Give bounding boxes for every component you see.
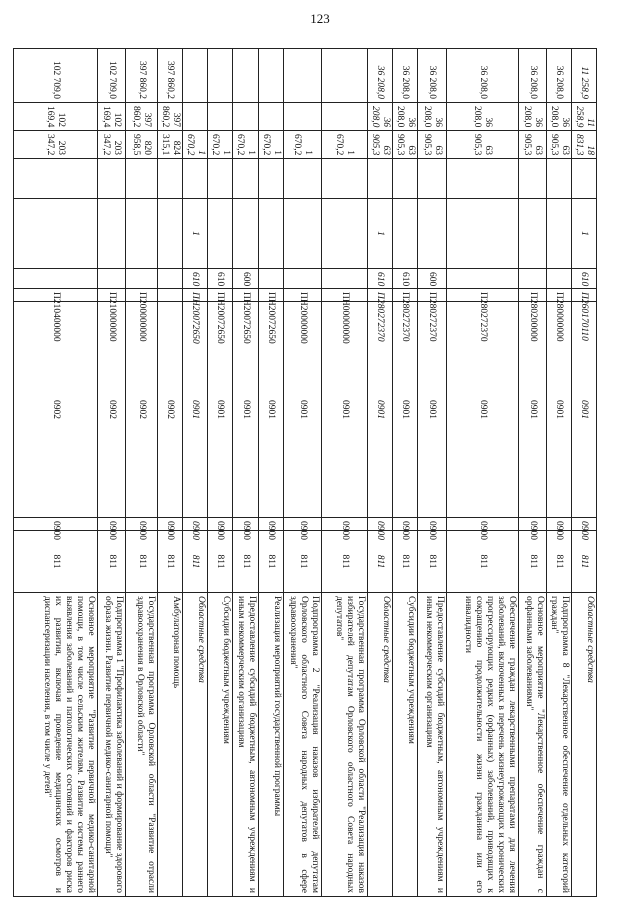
col-section-cell: 0900 bbox=[126, 518, 158, 531]
col-2022-cell bbox=[284, 103, 322, 131]
rotated-table-container bbox=[42, 48, 597, 896]
col-2023-cell: 36 208,0 bbox=[393, 49, 418, 103]
col-gr-cell: 811 bbox=[547, 531, 572, 593]
table-row bbox=[126, 49, 158, 897]
col-name-cell: Подпрограмма 1 "Профилактика заболеваний и формирование здорового образа жизни. Развитие первичной медико-санитарной помощи" bbox=[98, 593, 126, 897]
col-gr-cell: 811 bbox=[14, 531, 98, 593]
col-2021-cell: 1 670,2 bbox=[183, 131, 208, 159]
col-source-cell bbox=[393, 199, 418, 269]
table-row bbox=[572, 49, 597, 897]
col-2021-cell: 1 670,2 bbox=[259, 131, 284, 159]
col-csr-cell bbox=[158, 289, 183, 302]
col-name-cell: Подпрограмма 8 "Лекарственное обеспечение отдельных категорий граждан" bbox=[547, 593, 572, 897]
col-2021-cell: 18 831,3 bbox=[572, 131, 597, 159]
col-2022-cell: 36 208,0 bbox=[519, 103, 547, 131]
col-gr-cell: 811 bbox=[447, 531, 519, 593]
col-subsection-cell: 0901 bbox=[259, 302, 284, 518]
col-vr-cell bbox=[547, 269, 572, 289]
col-section-cell: 0900 bbox=[547, 518, 572, 531]
col-2021-cell: 824 315,1 bbox=[158, 131, 183, 159]
col-2023-cell: 36 208,0 bbox=[418, 49, 447, 103]
col-source-cell bbox=[233, 199, 259, 269]
col-name-cell: Областные средства bbox=[572, 593, 597, 897]
col-vr-cell bbox=[259, 269, 284, 289]
col-name-cell: Реализация мероприятий государственной программы bbox=[259, 593, 284, 897]
col-source-cell bbox=[284, 199, 322, 269]
col-csr-cell: ПН20072650 bbox=[208, 289, 233, 302]
col-section-cell: 0900 bbox=[519, 518, 547, 531]
col-section-cell: 0900 bbox=[233, 518, 259, 531]
col-2022-cell: 36 208,0 bbox=[547, 103, 572, 131]
col-csr-cell: ПН00000000 bbox=[322, 289, 368, 302]
col-2023-cell bbox=[208, 49, 233, 103]
col-csr-cell: П280272370 bbox=[368, 289, 393, 302]
col-gr-cell: 811 bbox=[98, 531, 126, 593]
cell-spacer bbox=[183, 159, 208, 199]
col-gr-cell: 811 bbox=[183, 531, 208, 593]
col-2021-cell: 63 905,3 bbox=[519, 131, 547, 159]
col-subsection-cell: 0901 bbox=[322, 302, 368, 518]
col-2023-cell: 36 208,0 bbox=[447, 49, 519, 103]
col-gr-cell: 811 bbox=[572, 531, 597, 593]
col-source-cell bbox=[322, 199, 368, 269]
cell-spacer bbox=[98, 159, 126, 199]
col-2022-cell: 102 169,4 bbox=[98, 103, 126, 131]
col-2021-cell: 820 958,5 bbox=[126, 131, 158, 159]
col-2023-cell bbox=[259, 49, 284, 103]
col-name-cell: Субсидии бюджетным учреждениям bbox=[208, 593, 233, 897]
col-gr-cell: 811 bbox=[158, 531, 183, 593]
col-2022-cell: 11 258,9 bbox=[572, 103, 597, 131]
col-subsection-cell: 0901 bbox=[572, 302, 597, 518]
table-row bbox=[519, 49, 547, 897]
col-2023-cell: 36 208,0 bbox=[519, 49, 547, 103]
table-row bbox=[322, 49, 368, 897]
col-source-cell bbox=[547, 199, 572, 269]
col-name-cell: Основное мероприятие "Развитие первичной медико-санитарной помощи, в том числе сельским жителям. Развитие системы раннего выявления заболеваний и патологических состояний и факторов риска их развития, включая проведение медицинских осмотров и диспансеризации населения, в том числе у детей" bbox=[14, 593, 98, 897]
cell-spacer bbox=[368, 159, 393, 199]
col-name-cell: Государственная программа Орловской области "Развитие отрасли здравоохранения в Орловской области" bbox=[126, 593, 158, 897]
col-gr-cell: 811 bbox=[233, 531, 259, 593]
table-row bbox=[393, 49, 418, 897]
col-csr-cell: П200000000 bbox=[126, 289, 158, 302]
col-name-cell: Государственная программа Орловской области "Реализация наказов избирателей депутатам Орловского областного Совета народных депутатов" bbox=[322, 593, 368, 897]
col-vr-cell bbox=[126, 269, 158, 289]
table-row bbox=[259, 49, 284, 897]
col-csr-cell: П280272370 bbox=[447, 289, 519, 302]
col-section-cell: 0900 bbox=[322, 518, 368, 531]
col-subsection-cell: 0901 bbox=[183, 302, 208, 518]
col-2022-cell: 36 208,0 bbox=[368, 103, 393, 131]
col-name-cell: Областные средства bbox=[368, 593, 393, 897]
col-2023-cell bbox=[284, 49, 322, 103]
col-csr-cell: П210400000 bbox=[14, 289, 98, 302]
col-vr-cell: 610 bbox=[572, 269, 597, 289]
cell-spacer bbox=[519, 159, 547, 199]
col-subsection-cell: 0901 bbox=[368, 302, 393, 518]
col-2023-cell: 397 860,2 bbox=[126, 49, 158, 103]
col-subsection-cell: 0901 bbox=[519, 302, 547, 518]
col-subsection-cell: 0902 bbox=[126, 302, 158, 518]
col-csr-cell: П210000000 bbox=[98, 289, 126, 302]
table-row bbox=[233, 49, 259, 897]
cell-spacer bbox=[547, 159, 572, 199]
col-vr-cell bbox=[519, 269, 547, 289]
table-row bbox=[547, 49, 572, 897]
col-source-cell bbox=[259, 199, 284, 269]
col-name-cell: Амбулаторная помощь bbox=[158, 593, 183, 897]
col-gr-cell: 811 bbox=[208, 531, 233, 593]
col-section-cell: 0900 bbox=[418, 518, 447, 531]
cell-spacer bbox=[126, 159, 158, 199]
col-section-cell: 0900 bbox=[572, 518, 597, 531]
cell-spacer bbox=[284, 159, 322, 199]
col-source-cell bbox=[519, 199, 547, 269]
col-2021-cell: 63 905,3 bbox=[447, 131, 519, 159]
col-name-cell: Основное мероприятие "Лекарственное обеспечение граждан с орфанными заболеваниями" bbox=[519, 593, 547, 897]
col-gr-cell: 811 bbox=[259, 531, 284, 593]
col-csr-cell: П260170110 bbox=[572, 289, 597, 302]
col-source-cell: 1 bbox=[368, 199, 393, 269]
col-vr-cell bbox=[447, 269, 519, 289]
col-name-cell: Предоставление субсидий бюджетным, автономным учреждениям и иным некоммерческим организациям bbox=[233, 593, 259, 897]
col-subsection-cell: 0901 bbox=[393, 302, 418, 518]
col-subsection-cell: 0902 bbox=[158, 302, 183, 518]
table-row bbox=[284, 49, 322, 897]
col-name-cell: Обеспечение граждан лекарственными препаратами для лечения заболеваний, включенных в перечень жизнеугрожающих и хронических прогрессирующих редких (орфанных) заболеваний, приводящих к сокращению продолжительности жизни гражданина или его инвалидности bbox=[447, 593, 519, 897]
cell-spacer bbox=[233, 159, 259, 199]
cell-spacer bbox=[572, 159, 597, 199]
col-section-cell: 0900 bbox=[259, 518, 284, 531]
col-section-cell: 0900 bbox=[393, 518, 418, 531]
col-vr-cell bbox=[284, 269, 322, 289]
col-2021-cell: 1 670,2 bbox=[284, 131, 322, 159]
col-subsection-cell: 0902 bbox=[98, 302, 126, 518]
col-section-cell: 0900 bbox=[14, 518, 98, 531]
table-row bbox=[183, 49, 208, 897]
col-2023-cell bbox=[322, 49, 368, 103]
budget-table-sheet bbox=[42, 48, 597, 896]
col-subsection-cell: 0901 bbox=[233, 302, 259, 518]
col-gr-cell: 811 bbox=[284, 531, 322, 593]
col-vr-cell: 610 bbox=[183, 269, 208, 289]
col-section-cell: 0900 bbox=[447, 518, 519, 531]
col-name-cell: Субсидии бюджетным учреждениям bbox=[393, 593, 418, 897]
cell-spacer bbox=[393, 159, 418, 199]
cell-spacer bbox=[259, 159, 284, 199]
col-source-cell bbox=[208, 199, 233, 269]
col-section-cell: 0900 bbox=[208, 518, 233, 531]
col-2022-cell bbox=[233, 103, 259, 131]
col-2021-cell: 63 905,3 bbox=[393, 131, 418, 159]
col-subsection-cell: 0901 bbox=[418, 302, 447, 518]
col-section-cell: 0900 bbox=[368, 518, 393, 531]
col-2021-cell: 203 347,2 bbox=[98, 131, 126, 159]
col-2022-cell bbox=[183, 103, 208, 131]
col-2023-cell: 102 709,0 bbox=[98, 49, 126, 103]
col-gr-cell: 811 bbox=[393, 531, 418, 593]
col-vr-cell: 610 bbox=[208, 269, 233, 289]
col-vr-cell bbox=[322, 269, 368, 289]
col-section-cell: 0900 bbox=[284, 518, 322, 531]
col-2022-cell: 36 208,0 bbox=[447, 103, 519, 131]
col-vr-cell: 610 bbox=[368, 269, 393, 289]
cell-spacer bbox=[322, 159, 368, 199]
col-2022-cell: 36 208,0 bbox=[418, 103, 447, 131]
col-2022-cell: 397 860,2 bbox=[126, 103, 158, 131]
col-2021-cell: 63 905,3 bbox=[547, 131, 572, 159]
col-csr-cell: ПН20072650 bbox=[259, 289, 284, 302]
col-csr-cell: П280000000 bbox=[547, 289, 572, 302]
table-row bbox=[98, 49, 126, 897]
col-vr-cell: 600 bbox=[418, 269, 447, 289]
col-source-cell bbox=[126, 199, 158, 269]
table-row bbox=[208, 49, 233, 897]
col-csr-cell: П280200000 bbox=[519, 289, 547, 302]
col-source-cell bbox=[98, 199, 126, 269]
col-gr-cell: 811 bbox=[368, 531, 393, 593]
cell-spacer bbox=[14, 159, 98, 199]
col-2022-cell: 36 208,0 bbox=[393, 103, 418, 131]
col-vr-cell bbox=[14, 269, 98, 289]
col-gr-cell: 811 bbox=[519, 531, 547, 593]
table-row bbox=[158, 49, 183, 897]
col-gr-cell: 811 bbox=[126, 531, 158, 593]
col-2021-cell: 1 670,2 bbox=[322, 131, 368, 159]
col-subsection-cell: 0902 bbox=[14, 302, 98, 518]
col-name-cell: Областные средства bbox=[183, 593, 208, 897]
col-2023-cell: 102 709,0 bbox=[14, 49, 98, 103]
table-row bbox=[14, 49, 98, 897]
col-2021-cell: 63 905,3 bbox=[368, 131, 393, 159]
col-section-cell: 0900 bbox=[158, 518, 183, 531]
col-2023-cell: 36 208,0 bbox=[368, 49, 393, 103]
col-2021-cell: 1 670,2 bbox=[208, 131, 233, 159]
table-row bbox=[418, 49, 447, 897]
col-source-cell: 1 bbox=[572, 199, 597, 269]
cell-spacer bbox=[158, 159, 183, 199]
col-csr-cell: ПН20072650 bbox=[233, 289, 259, 302]
col-csr-cell: ПН20072650 bbox=[183, 289, 208, 302]
col-vr-cell bbox=[158, 269, 183, 289]
col-2022-cell bbox=[259, 103, 284, 131]
col-section-cell: 0900 bbox=[183, 518, 208, 531]
cell-spacer bbox=[208, 159, 233, 199]
cell-spacer bbox=[418, 159, 447, 199]
col-vr-cell: 600 bbox=[233, 269, 259, 289]
col-vr-cell: 610 bbox=[393, 269, 418, 289]
table-row bbox=[368, 49, 393, 897]
col-name-cell: Предоставление субсидий бюджетным, автономным учреждениям и иным некоммерческим организациям bbox=[418, 593, 447, 897]
col-section-cell: 0900 bbox=[98, 518, 126, 531]
col-2023-cell: 397 860,2 bbox=[158, 49, 183, 103]
col-source-cell bbox=[158, 199, 183, 269]
col-2021-cell: 63 905,3 bbox=[418, 131, 447, 159]
col-csr-cell: П280272370 bbox=[418, 289, 447, 302]
budget-table bbox=[13, 48, 597, 897]
col-2021-cell: 1 670,2 bbox=[233, 131, 259, 159]
col-subsection-cell: 0901 bbox=[208, 302, 233, 518]
col-2022-cell bbox=[208, 103, 233, 131]
col-source-cell bbox=[14, 199, 98, 269]
col-2023-cell: 36 208,0 bbox=[547, 49, 572, 103]
col-source-cell bbox=[418, 199, 447, 269]
col-2022-cell: 102 169,4 bbox=[14, 103, 98, 131]
col-source-cell bbox=[447, 199, 519, 269]
col-2021-cell: 203 347,2 bbox=[14, 131, 98, 159]
col-gr-cell: 811 bbox=[418, 531, 447, 593]
col-2022-cell bbox=[322, 103, 368, 131]
col-source-cell: 1 bbox=[183, 199, 208, 269]
col-gr-cell: 811 bbox=[322, 531, 368, 593]
col-2023-cell bbox=[183, 49, 208, 103]
col-subsection-cell: 0901 bbox=[547, 302, 572, 518]
cell-spacer bbox=[447, 159, 519, 199]
col-subsection-cell: 0901 bbox=[284, 302, 322, 518]
table-row bbox=[447, 49, 519, 897]
col-csr-cell: П280272370 bbox=[393, 289, 418, 302]
col-subsection-cell: 0901 bbox=[447, 302, 519, 518]
page-number: 123 bbox=[310, 11, 330, 26]
col-2023-cell bbox=[233, 49, 259, 103]
col-2023-cell: 11 258,9 bbox=[572, 49, 597, 103]
col-2022-cell: 397 860,2 bbox=[158, 103, 183, 131]
col-csr-cell: ПН20000000 bbox=[284, 289, 322, 302]
col-name-cell: Подпрограмма 2 "Реализация наказов избирателей депутатам Орловского областного Совета народных депутатов в сфере здравоохранения" bbox=[284, 593, 322, 897]
col-vr-cell bbox=[98, 269, 126, 289]
